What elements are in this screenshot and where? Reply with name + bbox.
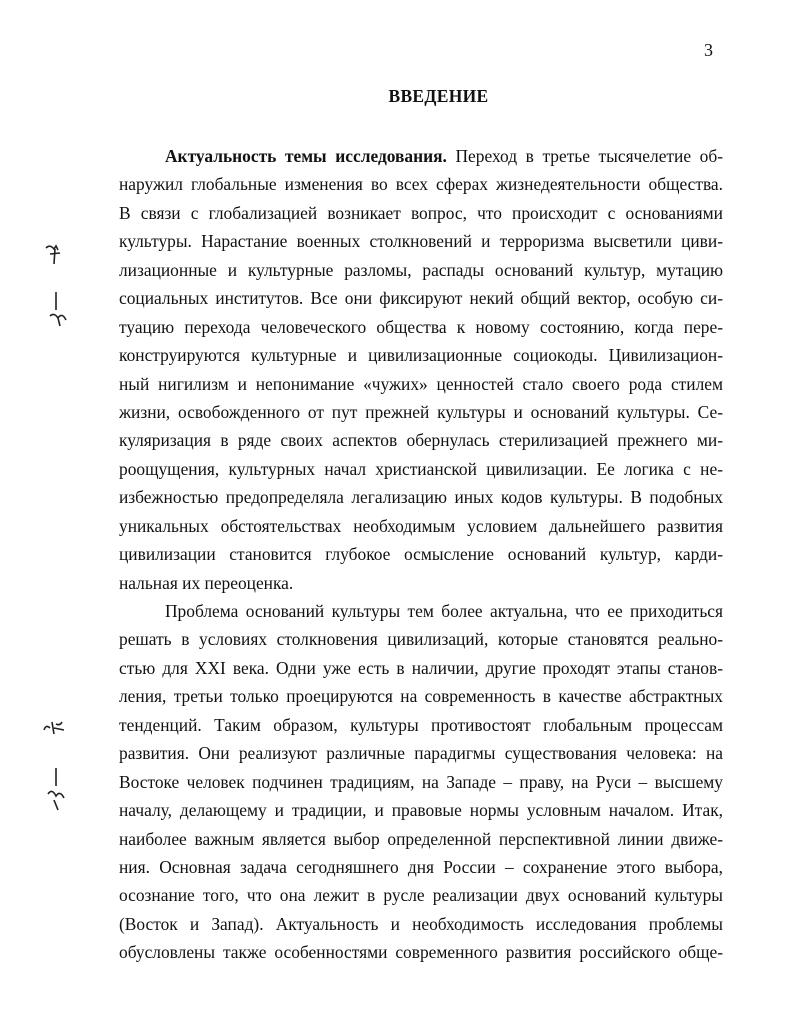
paragraph-1-line: наружил глобальные изменения во всех сферах жизнедеятельности общества. bbox=[119, 174, 723, 195]
margin-mark-2 bbox=[44, 290, 74, 330]
paragraph-2-line: наиболее важным является выбор определенной перспективной линии движе- bbox=[119, 828, 723, 849]
paragraph-1-lead: Актуальность темы исследования. bbox=[165, 146, 447, 166]
paragraph-2-line: Востоке человек подчинен традициям, на Западе – праву, на Руси – высшему bbox=[119, 771, 723, 792]
paragraph-2-line: ления, третьи только проецируются на современность в качестве абстрактных bbox=[119, 686, 723, 707]
paragraph-2-line: началу, делающему и традиции, и правовые нормы условным началом. Итак, bbox=[119, 800, 723, 821]
paragraph-1-line: лизационные и культурные разломы, распады оснований культур, мутацию bbox=[119, 259, 723, 280]
paragraph-1-line: цивилизации становится глубокое осмысление оснований культур, карди- bbox=[119, 544, 723, 565]
margin-mark-3 bbox=[40, 712, 70, 742]
paragraph-2-line: обусловлены также особенностями современного развития российского обще- bbox=[119, 942, 723, 963]
paragraph-1-line: ный нигилизм и непонимание «чужих» ценностей стало своего рода стилем bbox=[119, 373, 723, 394]
margin-mark-4 bbox=[42, 766, 72, 816]
paragraph-2-line: ния. Основная задача сегодняшнего дня России – сохранение этого выбора, bbox=[119, 856, 723, 877]
page-number: 3 bbox=[704, 40, 713, 60]
paragraph-1-line: В связи с глобализацией возникает вопрос, что происходит с основаниями bbox=[119, 202, 723, 223]
paragraph-1-line: культуры. Нарастание военных столкновений и терроризма высветили циви- bbox=[119, 231, 723, 252]
paragraph-1-line: куляризация в ряде своих аспектов обернулась стерилизацией прежнего ми- bbox=[119, 430, 723, 451]
paragraph-1-line: жизни, освобожденного от пут прежней культуры и оснований культуры. Се- bbox=[119, 401, 723, 422]
margin-mark-1 bbox=[40, 240, 70, 270]
paragraph-1-line: роощущения, культурных начал христианской цивилизации. Ее логика с не- bbox=[119, 458, 723, 479]
paragraph-2-line: решать в условиях столкновения цивилизаций, которые становятся реально- bbox=[119, 629, 723, 650]
paragraph-2-line: тенденций. Таким образом, культуры противостоят глобальным процессам bbox=[119, 714, 723, 735]
paragraph-2-line: (Восток и Запад). Актуальность и необходимость исследования проблемы bbox=[119, 913, 723, 934]
paragraph-1-line: социальных институтов. Все они фиксируют некий общий вектор, особую си- bbox=[119, 288, 723, 309]
paragraph-2-line: осознание того, что она лежит в русле реализации двух оснований культуры bbox=[119, 885, 723, 906]
body-text bbox=[119, 142, 723, 967]
paragraph-2-line: развития. Они реализуют различные парадигмы существования человека: на bbox=[119, 743, 723, 764]
paragraph-2-line: стью для XXI века. Одни уже есть в наличии, другие проходят этапы станов- bbox=[119, 657, 723, 678]
paragraph-1-line: конструируются культурные и цивилизационные социокоды. Цивилизацион- bbox=[119, 345, 723, 366]
paragraph-1-line: избежностью предопределяла легализацию иных кодов культуры. В подобных bbox=[119, 487, 723, 508]
paragraph-1-line: нальная их переоценка. bbox=[119, 572, 294, 593]
paragraph-1-line: туацию перехода человеческого общества к новому состоянию, когда пере- bbox=[119, 316, 723, 337]
section-title: ВВЕДЕНИЕ bbox=[388, 86, 489, 106]
paragraph-1-line: Актуальность темы исследования. Переход в третье тысячелетие об- bbox=[165, 146, 723, 166]
paragraph-1-line: уникальных обстоятельствах необходимым условием дальнейшего развития bbox=[119, 515, 723, 536]
paragraph-2-line: Проблема оснований культуры тем более актуальна, что ее приходиться bbox=[165, 601, 723, 621]
